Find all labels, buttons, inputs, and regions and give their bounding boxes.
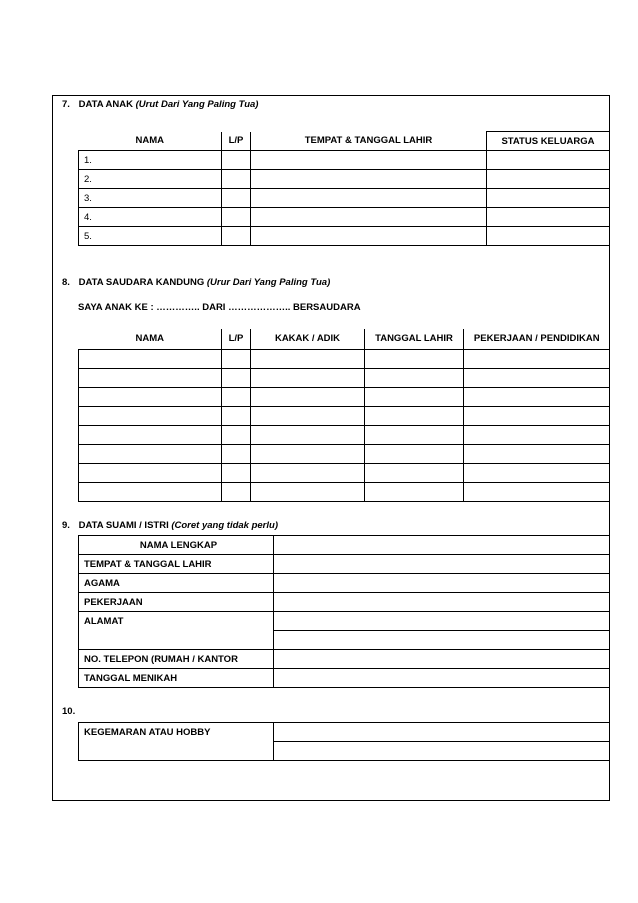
hobby-label: KEGEMARAN ATAU HOBBY [79, 723, 274, 761]
hobby-table [78, 722, 610, 761]
cell[interactable] [222, 444, 251, 463]
cell[interactable] [79, 406, 222, 425]
table-row [79, 227, 610, 246]
field-row [79, 723, 610, 742]
cell[interactable] [365, 482, 464, 501]
row-number: 2. [79, 170, 222, 189]
cell[interactable] [222, 368, 251, 387]
section-8-title: DATA SAUDARA KANDUNG [78, 277, 205, 288]
table-row [79, 170, 610, 189]
hobby-field-2[interactable] [274, 742, 610, 761]
field-row [79, 536, 610, 555]
spouse-phone-field[interactable] [274, 650, 610, 669]
row-number: 3. [79, 189, 222, 208]
table-row [79, 387, 610, 406]
cell[interactable] [79, 482, 222, 501]
col-birth: TEMPAT & TANGGAL LAHIR [251, 132, 487, 151]
cell[interactable] [365, 387, 464, 406]
cell[interactable] [464, 444, 610, 463]
cell[interactable] [464, 482, 610, 501]
spouse-birth-label: TEMPAT & TANGGAL LAHIR [79, 555, 274, 574]
spouse-birth-field[interactable] [274, 555, 610, 574]
cell[interactable] [365, 444, 464, 463]
col-nama: NAMA [79, 329, 222, 349]
hobby-field-1[interactable] [274, 723, 610, 742]
cell[interactable] [487, 227, 610, 246]
spouse-marriage-field[interactable] [274, 669, 610, 688]
cell[interactable] [464, 349, 610, 368]
row-number: 4. [79, 208, 222, 227]
cell[interactable] [79, 349, 222, 368]
siblings-header-row [79, 329, 610, 349]
cell[interactable] [222, 170, 251, 189]
field-row [79, 669, 610, 688]
section-10-heading [62, 706, 75, 717]
cell[interactable] [487, 189, 610, 208]
cell[interactable] [464, 463, 610, 482]
cell[interactable] [464, 387, 610, 406]
cell[interactable] [79, 425, 222, 444]
section-7-number: 7. [62, 99, 70, 110]
cell[interactable] [222, 189, 251, 208]
cell[interactable] [251, 208, 487, 227]
cell[interactable] [222, 425, 251, 444]
col-tanggal-lahir: TANGGAL LAHIR [365, 329, 464, 349]
cell[interactable] [487, 208, 610, 227]
spouse-address-field-1[interactable] [274, 612, 610, 631]
cell[interactable] [222, 151, 251, 170]
col-nama: NAMA [79, 132, 222, 151]
cell[interactable] [251, 368, 365, 387]
table-row [79, 208, 610, 227]
field-row [79, 650, 610, 669]
cell[interactable] [222, 406, 251, 425]
sibling-order-line: SAYA ANAK KE : ………….. DARI ……………….. BERSAUDARA [78, 302, 361, 313]
section-9-number: 9. [62, 520, 70, 531]
table-row [79, 189, 610, 208]
cell[interactable] [251, 425, 365, 444]
col-pekerjaan: PEKERJAAN / PENDIDIKAN [464, 329, 610, 349]
cell[interactable] [464, 406, 610, 425]
cell[interactable] [464, 425, 610, 444]
section-7-note: (Urut Dari Yang Paling Tua) [135, 99, 259, 110]
table-row [79, 482, 610, 501]
section-10-number: 10. [62, 706, 76, 717]
spouse-address-label: ALAMAT [79, 612, 274, 650]
spouse-name-label: NAMA LENGKAP [79, 536, 274, 555]
cell[interactable] [251, 406, 365, 425]
cell[interactable] [464, 368, 610, 387]
cell[interactable] [487, 170, 610, 189]
section-7-heading [62, 99, 258, 110]
children-header-row [79, 132, 610, 151]
cell[interactable] [79, 387, 222, 406]
section-9-heading [62, 520, 278, 531]
field-row [79, 612, 610, 631]
spouse-phone-label: NO. TELEPON (RUMAH / KANTOR [79, 650, 274, 669]
cell[interactable] [222, 463, 251, 482]
spouse-name-field[interactable] [274, 536, 610, 555]
table-row [79, 151, 610, 170]
cell[interactable] [365, 425, 464, 444]
spouse-marriage-label: TANGGAL MENIKAH [79, 669, 274, 688]
cell[interactable] [79, 368, 222, 387]
cell[interactable] [365, 406, 464, 425]
col-lp: L/P [222, 132, 251, 151]
row-number: 1. [79, 151, 222, 170]
spouse-job-field[interactable] [274, 593, 610, 612]
table-row [79, 368, 610, 387]
cell[interactable] [251, 387, 365, 406]
col-lp: L/P [222, 329, 251, 349]
spouse-job-label: PEKERJAAN [79, 593, 274, 612]
field-row [79, 555, 610, 574]
cell[interactable] [222, 482, 251, 501]
cell[interactable] [79, 444, 222, 463]
section-8-note: (Urur Dari Yang Paling Tua) [206, 277, 331, 288]
table-row [79, 349, 610, 368]
cell[interactable] [251, 463, 365, 482]
spouse-religion-label: AGAMA [79, 574, 274, 593]
cell[interactable] [487, 151, 610, 170]
table-row [79, 406, 610, 425]
section-7-title: DATA ANAK [78, 99, 133, 110]
cell[interactable] [79, 463, 222, 482]
cell[interactable] [365, 463, 464, 482]
section-8-heading [62, 277, 330, 288]
cell[interactable] [222, 208, 251, 227]
col-status: STATUS KELUARGA [487, 132, 610, 151]
field-row [79, 593, 610, 612]
spouse-table [78, 535, 610, 688]
cell[interactable] [222, 349, 251, 368]
cell[interactable] [251, 349, 365, 368]
section-9-note: (Coret yang tidak perlu) [171, 520, 278, 531]
cell[interactable] [365, 368, 464, 387]
cell[interactable] [222, 227, 251, 246]
spouse-religion-field[interactable] [274, 574, 610, 593]
col-kakak-adik: KAKAK / ADIK [251, 329, 365, 349]
field-row [79, 574, 610, 593]
spouse-address-field-2[interactable] [274, 631, 610, 650]
cell[interactable] [251, 189, 487, 208]
cell[interactable] [251, 170, 487, 189]
cell[interactable] [365, 349, 464, 368]
children-table [78, 131, 610, 246]
cell[interactable] [251, 151, 487, 170]
table-row [79, 425, 610, 444]
cell[interactable] [251, 227, 487, 246]
table-row [79, 463, 610, 482]
cell[interactable] [222, 387, 251, 406]
siblings-table [78, 329, 610, 502]
cell[interactable] [251, 482, 365, 501]
table-row [79, 444, 610, 463]
row-number: 5. [79, 227, 222, 246]
section-8-number: 8. [62, 277, 70, 288]
cell[interactable] [251, 444, 365, 463]
section-9-title: DATA SUAMI / ISTRI [78, 520, 169, 531]
